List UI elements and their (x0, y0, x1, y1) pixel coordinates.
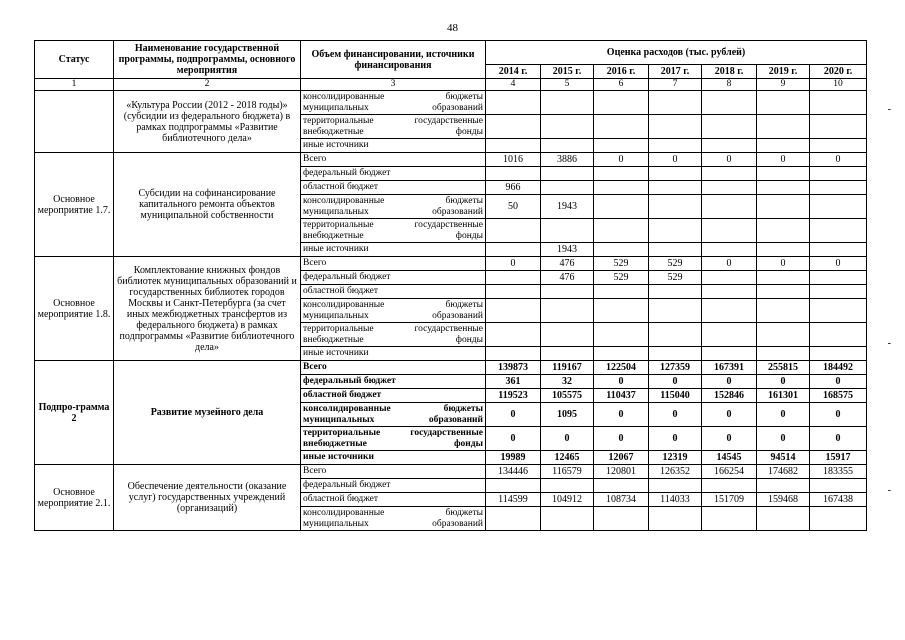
column-index: 1 (35, 79, 114, 91)
value-cell (649, 91, 702, 115)
value-cell: 168575 (810, 389, 867, 403)
funding-source: областной бюджет (301, 285, 486, 299)
value-cell (541, 479, 594, 493)
value-cell (702, 167, 757, 181)
value-cell (810, 323, 867, 347)
row-name: Субсидии на софинансирование капитального ремонта объектов муниципальной собственности (114, 153, 301, 257)
value-cell: 122504 (594, 361, 649, 375)
value-cell (486, 219, 541, 243)
value-cell (649, 167, 702, 181)
value-cell (810, 243, 867, 257)
value-cell (486, 323, 541, 347)
value-cell (649, 285, 702, 299)
value-cell: 0 (702, 153, 757, 167)
value-cell: 0 (702, 257, 757, 271)
value-cell: 0 (649, 153, 702, 167)
value-cell (541, 507, 594, 531)
value-cell: 14545 (702, 451, 757, 465)
value-cell: 116579 (541, 465, 594, 479)
value-cell: 119167 (541, 361, 594, 375)
funding-source: консолидированные бюджеты муниципальных образований (301, 195, 486, 219)
value-cell (594, 181, 649, 195)
value-cell: 966 (486, 181, 541, 195)
value-cell (810, 167, 867, 181)
value-cell: 476 (541, 257, 594, 271)
value-cell (649, 139, 702, 153)
value-cell (541, 285, 594, 299)
value-cell: 126352 (649, 465, 702, 479)
funding-source: федеральный бюджет (301, 375, 486, 389)
value-cell (541, 299, 594, 323)
value-cell (594, 243, 649, 257)
row-status: Основное мероприятие 1.8. (35, 257, 114, 361)
value-cell (486, 91, 541, 115)
funding-source: иные источники (301, 451, 486, 465)
value-cell (649, 299, 702, 323)
column-index: 6 (594, 79, 649, 91)
value-cell (702, 347, 757, 361)
value-cell (594, 323, 649, 347)
value-cell: 0 (702, 375, 757, 389)
value-cell (649, 479, 702, 493)
value-cell: 0 (757, 375, 810, 389)
header-year: 2016 г. (594, 65, 649, 79)
value-cell (541, 347, 594, 361)
value-cell: 0 (486, 427, 541, 451)
value-cell (486, 479, 541, 493)
value-cell: 1095 (541, 403, 594, 427)
funding-source: консолидированные бюджеты муниципальных образований (301, 403, 486, 427)
value-cell (702, 181, 757, 195)
value-cell (757, 479, 810, 493)
value-cell (757, 285, 810, 299)
value-cell (541, 91, 594, 115)
value-cell: 0 (757, 257, 810, 271)
value-cell: 0 (541, 427, 594, 451)
value-cell (594, 299, 649, 323)
value-cell (541, 181, 594, 195)
funding-source: Всего (301, 257, 486, 271)
header-year: 2018 г. (702, 65, 757, 79)
funding-source: консолидированные бюджеты муниципальных образований (301, 299, 486, 323)
value-cell: 120801 (594, 465, 649, 479)
value-cell: 108734 (594, 493, 649, 507)
funding-source: федеральный бюджет (301, 167, 486, 181)
value-cell (649, 219, 702, 243)
funding-source: федеральный бюджет (301, 271, 486, 285)
funding-source: иные источники (301, 243, 486, 257)
value-cell (757, 167, 810, 181)
value-cell (757, 219, 810, 243)
value-cell (702, 285, 757, 299)
value-cell (486, 139, 541, 153)
value-cell (702, 195, 757, 219)
expense-table (34, 40, 867, 531)
value-cell (541, 323, 594, 347)
value-cell: 0 (649, 427, 702, 451)
table-row (35, 257, 867, 271)
value-cell (810, 219, 867, 243)
edge-mark: - (887, 485, 891, 496)
funding-source: территориальные государственные внебюджетные фонды (301, 427, 486, 451)
value-cell: 1943 (541, 195, 594, 219)
value-cell (594, 507, 649, 531)
value-cell: 0 (757, 403, 810, 427)
value-cell: 0 (702, 403, 757, 427)
value-cell (757, 299, 810, 323)
value-cell: 0 (594, 403, 649, 427)
funding-source: территориальные государственные внебюджетные фонды (301, 115, 486, 139)
value-cell: 104912 (541, 493, 594, 507)
value-cell: 119523 (486, 389, 541, 403)
value-cell (649, 115, 702, 139)
value-cell: 152846 (702, 389, 757, 403)
value-cell: 134446 (486, 465, 541, 479)
value-cell (486, 167, 541, 181)
value-cell: 255815 (757, 361, 810, 375)
value-cell (486, 285, 541, 299)
value-cell (702, 299, 757, 323)
value-cell (757, 181, 810, 195)
value-cell (541, 167, 594, 181)
value-cell (757, 323, 810, 347)
value-cell (702, 243, 757, 257)
funding-source: консолидированные бюджеты муниципальных образований (301, 507, 486, 531)
value-cell (810, 299, 867, 323)
value-cell (594, 139, 649, 153)
funding-source: Всего (301, 465, 486, 479)
funding-source: территориальные государственные внебюджетные фонды (301, 323, 486, 347)
value-cell (486, 115, 541, 139)
row-name: «Культура России (2012 - 2018 годы)» (субсидии из федерального бюджета) в рамках подпрограммы «Развитие библиотечного дела» (114, 91, 301, 153)
value-cell: 0 (594, 427, 649, 451)
header-financing: Объем финансировании, источники финансирования (301, 41, 486, 79)
value-cell (594, 347, 649, 361)
edge-mark: - (887, 338, 891, 349)
column-index: 8 (702, 79, 757, 91)
value-cell (649, 347, 702, 361)
value-cell: 0 (757, 427, 810, 451)
value-cell (702, 139, 757, 153)
value-cell (757, 195, 810, 219)
value-cell (757, 139, 810, 153)
value-cell: 12465 (541, 451, 594, 465)
value-cell: 114033 (649, 493, 702, 507)
funding-source: Всего (301, 153, 486, 167)
value-cell (649, 181, 702, 195)
value-cell (810, 91, 867, 115)
header-year: 2019 г. (757, 65, 810, 79)
column-index: 9 (757, 79, 810, 91)
value-cell: 166254 (702, 465, 757, 479)
value-cell (702, 323, 757, 347)
value-cell: 3886 (541, 153, 594, 167)
value-cell: 0 (810, 257, 867, 271)
value-cell (810, 181, 867, 195)
value-cell: 0 (757, 153, 810, 167)
funding-source: Всего (301, 361, 486, 375)
value-cell: 184492 (810, 361, 867, 375)
edge-mark: - (887, 104, 891, 115)
value-cell: 50 (486, 195, 541, 219)
value-cell (594, 195, 649, 219)
value-cell (702, 115, 757, 139)
funding-source: территориальные государственные внебюджетные фонды (301, 219, 486, 243)
header-year: 2017 г. (649, 65, 702, 79)
value-cell (649, 243, 702, 257)
value-cell: 529 (649, 271, 702, 285)
value-cell: 174682 (757, 465, 810, 479)
value-cell: 105575 (541, 389, 594, 403)
value-cell (757, 271, 810, 285)
value-cell: 161301 (757, 389, 810, 403)
value-cell (810, 139, 867, 153)
value-cell: 361 (486, 375, 541, 389)
funding-source: иные источники (301, 347, 486, 361)
value-cell (702, 507, 757, 531)
header-year: 2014 г. (486, 65, 541, 79)
value-cell: 0 (649, 403, 702, 427)
column-index: 7 (649, 79, 702, 91)
header-year: 2015 г. (541, 65, 594, 79)
value-cell: 159468 (757, 493, 810, 507)
column-index: 4 (486, 79, 541, 91)
value-cell (649, 507, 702, 531)
value-cell: 114599 (486, 493, 541, 507)
value-cell (757, 115, 810, 139)
value-cell (594, 285, 649, 299)
value-cell: 529 (649, 257, 702, 271)
header-year: 2020 г. (810, 65, 867, 79)
value-cell (757, 347, 810, 361)
funding-source: областной бюджет (301, 181, 486, 195)
column-index: 10 (810, 79, 867, 91)
value-cell: 1943 (541, 243, 594, 257)
funding-source: областной бюджет (301, 389, 486, 403)
value-cell (702, 219, 757, 243)
value-cell (541, 219, 594, 243)
value-cell: 476 (541, 271, 594, 285)
value-cell: 529 (594, 257, 649, 271)
value-cell (702, 271, 757, 285)
header-name: Наименование государственной программы, подпрограммы, основного мероприятия (114, 41, 301, 79)
value-cell (486, 347, 541, 361)
value-cell: 151709 (702, 493, 757, 507)
value-cell (757, 91, 810, 115)
value-cell: 183355 (810, 465, 867, 479)
page-number: 48 (447, 22, 458, 34)
column-index: 2 (114, 79, 301, 91)
value-cell (810, 507, 867, 531)
value-cell: 0 (486, 403, 541, 427)
value-cell: 0 (810, 427, 867, 451)
value-cell: 19989 (486, 451, 541, 465)
value-cell (757, 243, 810, 257)
value-cell (541, 115, 594, 139)
value-cell (810, 195, 867, 219)
row-status: Основное мероприятие 1.7. (35, 153, 114, 257)
value-cell: 0 (649, 375, 702, 389)
value-cell (649, 323, 702, 347)
value-cell (810, 285, 867, 299)
table-row (35, 361, 867, 375)
value-cell (810, 271, 867, 285)
value-cell (594, 115, 649, 139)
funding-source: федеральный бюджет (301, 479, 486, 493)
value-cell (486, 299, 541, 323)
value-cell: 0 (810, 403, 867, 427)
value-cell (486, 271, 541, 285)
row-name: Развитие музейного дела (114, 361, 301, 465)
value-cell: 12067 (594, 451, 649, 465)
funding-source: иные источники (301, 139, 486, 153)
value-cell: 167438 (810, 493, 867, 507)
value-cell (594, 167, 649, 181)
funding-source: консолидированные бюджеты муниципальных образований (301, 91, 486, 115)
value-cell: 139873 (486, 361, 541, 375)
value-cell (486, 243, 541, 257)
value-cell (702, 91, 757, 115)
value-cell: 110437 (594, 389, 649, 403)
value-cell (810, 347, 867, 361)
value-cell: 529 (594, 271, 649, 285)
value-cell: 0 (810, 153, 867, 167)
header-estimate: Оценка расходов (тыс. рублей) (486, 41, 867, 65)
value-cell: 32 (541, 375, 594, 389)
value-cell (541, 139, 594, 153)
header-status: Статус (35, 41, 114, 79)
value-cell: 127359 (649, 361, 702, 375)
value-cell: 0 (594, 375, 649, 389)
value-cell: 0 (486, 257, 541, 271)
table-row (35, 91, 867, 115)
value-cell: 167391 (702, 361, 757, 375)
value-cell (810, 115, 867, 139)
value-cell: 0 (594, 153, 649, 167)
value-cell: 115040 (649, 389, 702, 403)
value-cell (649, 195, 702, 219)
value-cell: 1016 (486, 153, 541, 167)
value-cell (594, 91, 649, 115)
value-cell: 15917 (810, 451, 867, 465)
value-cell (810, 479, 867, 493)
table-row (35, 465, 867, 479)
value-cell (486, 507, 541, 531)
column-index: 5 (541, 79, 594, 91)
table-row (35, 153, 867, 167)
value-cell (757, 507, 810, 531)
row-status: Основное мероприятие 2.1. (35, 465, 114, 531)
value-cell: 0 (702, 427, 757, 451)
value-cell (594, 219, 649, 243)
row-name: Комплектование книжных фондов библиотек муниципальных образований и государственных библиотек городов Москвы и Санкт-Петербурга (за счет иных межбюджетных трансфертов из федерального бюджета) в рамках подпрограммы «Развитие библиотечного дела» (114, 257, 301, 361)
value-cell: 0 (810, 375, 867, 389)
value-cell (702, 479, 757, 493)
row-status: Подпро-грамма 2 (35, 361, 114, 465)
value-cell: 94514 (757, 451, 810, 465)
column-index: 3 (301, 79, 486, 91)
funding-source: областной бюджет (301, 493, 486, 507)
value-cell: 12319 (649, 451, 702, 465)
row-status (35, 91, 114, 153)
row-name: Обеспечение деятельности (оказание услуг) государственных учреждений (организаций) (114, 465, 301, 531)
value-cell (594, 479, 649, 493)
